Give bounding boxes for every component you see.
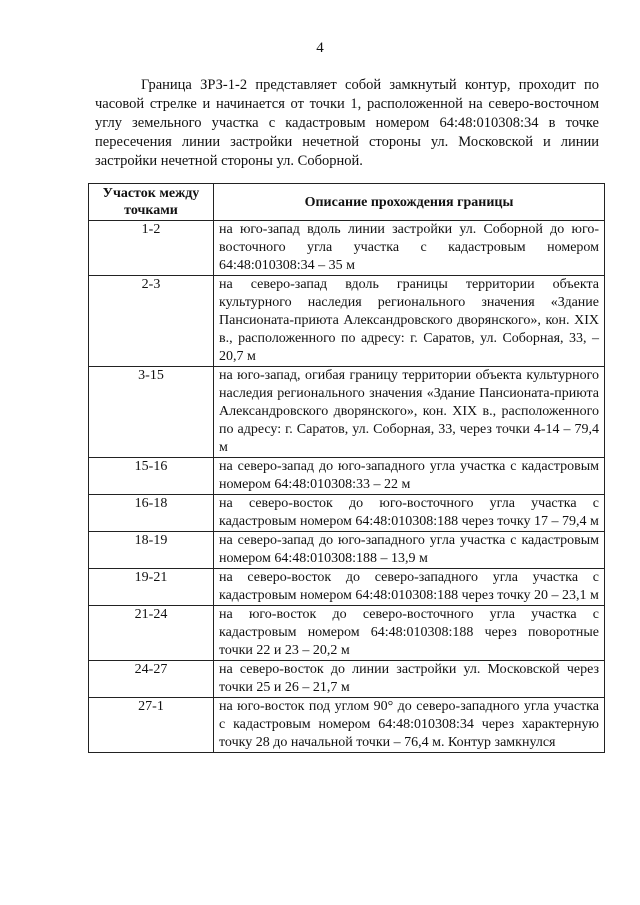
table-row — [89, 532, 605, 569]
boundary-table — [88, 183, 605, 753]
description-cell: на северо-восток до линии застройки ул. Московской через точки 25 и 26 – 21,7 м — [214, 661, 605, 698]
table-row — [89, 698, 605, 753]
header-segment: Участок между точками — [89, 184, 214, 221]
table-row — [89, 458, 605, 495]
segment-cell: 18-19 — [89, 532, 214, 569]
header-description: Описание прохождения границы — [214, 184, 605, 221]
segment-cell: 16-18 — [89, 495, 214, 532]
table-row — [89, 569, 605, 606]
description-cell: на северо-запад до юго-западного угла участка с кадастровым номером 64:48:010308:188 – 13,9 м — [214, 532, 605, 569]
segment-cell: 21-24 — [89, 606, 214, 661]
description-cell: на северо-восток до северо-западного угла участка с кадастровым номером 64:48:010308:188 через точку 20 – 23,1 м — [214, 569, 605, 606]
table-row — [89, 661, 605, 698]
description-cell: на юго-восток до северо-восточного угла участка с кадастровым номером 64:48:010308:188 через поворотные точки 22 и 23 – 20,2 м — [214, 606, 605, 661]
segment-cell: 1-2 — [89, 221, 214, 276]
description-cell: на юго-запад, огибая границу территории объекта культурного наследия регионального значения «Здание Пансионата-приюта Александровского дворянского», кон. XIX в., расположенного по адресу: г. Саратов, ул. Соборная, 33, через точки 4-14 – 79,4 м — [214, 367, 605, 458]
description-cell: на северо-запад до юго-западного угла участка с кадастровым номером 64:48:010308:33 – 22 м — [214, 458, 605, 495]
segment-cell: 3-15 — [89, 367, 214, 458]
description-cell: на северо-запад вдоль границы территории объекта культурного наследия регионального значения «Здание Пансионата-приюта Александровского дворянского», кон. XIX в., расположенного по адресу: г. Саратов, ул. Соборная, 33, – 20,7 м — [214, 276, 605, 367]
table-row — [89, 367, 605, 458]
table-row — [89, 276, 605, 367]
segment-cell: 24-27 — [89, 661, 214, 698]
description-cell: на северо-восток до юго-восточного угла участка с кадастровым номером 64:48:010308:188 через точку 17 – 79,4 м — [214, 495, 605, 532]
intro-paragraph: Граница ЗРЗ-1-2 представляет собой замкнутый контур, проходит по часовой стрелке и начинается от точки 1, расположенной на северо-восточном углу земельного участка с кадастровым номером 64:48:010308:34 в точке пересечения линии застройки нечетной стороны ул. Московской и линии застройки нечетной стороны ул. Соборной. — [95, 77, 599, 169]
table-row — [89, 221, 605, 276]
description-cell: на юго-запад вдоль линии застройки ул. Соборной до юго-восточного угла участка с кадастровым номером 64:48:010308:34 – 35 м — [214, 221, 605, 276]
segment-cell: 27-1 — [89, 698, 214, 753]
description-cell: на юго-восток под углом 90° до северо-западного угла участка с кадастровым номером 64:48:010308:34 через характерную точку 28 до начальной точки – 76,4 м. Контур замкнулся — [214, 698, 605, 753]
page-number: 4 — [316, 40, 324, 56]
segment-cell: 15-16 — [89, 458, 214, 495]
table-row — [89, 606, 605, 661]
table-header-row — [89, 184, 605, 221]
segment-cell: 19-21 — [89, 569, 214, 606]
table-row — [89, 495, 605, 532]
segment-cell: 2-3 — [89, 276, 214, 367]
